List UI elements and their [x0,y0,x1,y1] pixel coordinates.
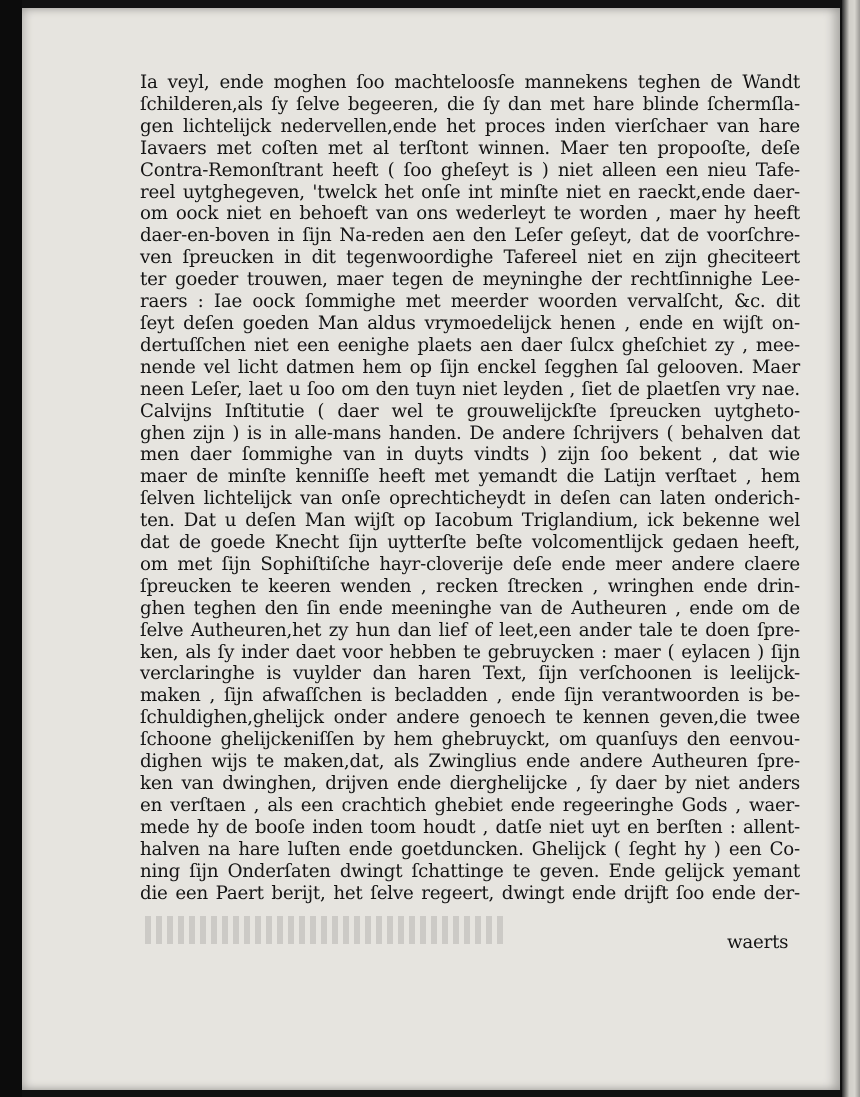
binding-shadow [0,0,22,1097]
text-line: die een Paert berijt, het ſelve regeert, dwingt ende drijft ſoo ende der- [140,882,800,904]
text-line: nende vel licht datmen hem op ſijn enckel ſegghen ſal gelooven. Maer [140,356,800,378]
text-line: Calvijns Inſtitutie ( daer wel te grouwelijckſte ſpreucken uytgheto- [140,400,800,422]
text-line: dat de goede Knecht ſijn uytterſte beſte volcomentlijck gedaen heeft, [140,532,800,554]
text-line: reel uytghegeven, 'twelck het onſe int minſte niet en raeckt,ende daer- [140,181,800,203]
text-line: Iavaers met coſten met al terſtont winnen. Maer ten propooſte, deſe [140,137,800,159]
text-line: en verſtaen , als een crachtich ghebiet ende regeeringhe Gods , waer- [140,794,800,816]
text-line: ghen teghen den ſin ende meeninghe van de Autheuren , ende om de [140,597,800,619]
text-line: dertuſſchen niet een eenighe plaets aen daer ſulcx gheſchiet zy , mee- [140,334,800,356]
text-line: maken , ſijn afwaſſchen is becladden , ende ſijn verantwoorden is be- [140,685,800,707]
text-line: ghen zijn ) is in alle-mans handen. De andere ſchrijvers ( behalven dat [140,422,800,444]
text-line: ven ſpreucken in dit tegenwoordighe Tafereel niet en zijn gheciteert [140,247,800,269]
text-line: ſchuldighen,ghelijck onder andere genoech te kennen geven,die twee [140,707,800,729]
text-line: ſchilderen,als ſy ſelve begeeren, die ſy dan met hare blinde ſchermſla- [140,93,800,115]
show-through-text [145,916,505,944]
text-line: men daer ſommighe van in duyts vindts ) zijn ſoo bekent , dat wie [140,444,800,466]
text-line: ſpreucken te keeren wenden , recken ſtrecken , wringhen ende drin- [140,575,800,597]
text-line: ken, als ſy inder daet voor hebben te gebruycken : maer ( eylacen ) ſijn [140,641,800,663]
text-line: ſelve Autheuren,het zy hun dan lief of leet,een ander tale te doen ſpre- [140,619,800,641]
text-line: ning ſijn Onderſaten dwingt ſchattinge te geven. Ende gelijck yemant [140,860,800,882]
text-line: om oock niet en behoeft van ons wederleyt te worden , maer hy heeft [140,203,800,225]
text-line: raers : Iae oock ſommighe met meerder woorden vervalſcht, &c. dit [140,291,800,313]
body-text [140,72,800,904]
text-line: halven na hare luſten ende goetduncken. Ghelijck ( ſeght hy ) een Co- [140,838,800,860]
text-line: Contra-Remonſtrant heeft ( ſoo gheſeyt is ) niet alleen een nieu Tafe- [140,159,800,181]
text-line: ten. Dat u deſen Man wijſt op Iacobum Triglandium, ick bekenne wel [140,510,800,532]
text-line: dighen wijs te maken,dat, als Zwinglius ende andere Autheuren ſpre- [140,751,800,773]
text-line: mede hy de booſe inden toom houdt , datſe niet uyt en berſten : allent- [140,816,800,838]
text-line: daer-en-boven in ſijn Na-reden aen den Leſer geſeyt, dat de voorſchre- [140,225,800,247]
text-line: om met ſijn Sophiſtiſche hayr-cloverije deſe ende meer andere claere [140,553,800,575]
next-leaf-edge [842,0,860,1097]
text-line: gen lichtelijck nedervellen,ende het proces inden vierſchaer van hare [140,115,800,137]
text-line: ken van dwinghen, drijven ende dierghelijcke , ſy daer by niet anders [140,773,800,794]
text-line: ter goeder trouwen, maer tegen de meyninghe der rechtſinnighe Lee- [140,269,800,291]
catchword: waerts [727,932,789,953]
text-line: ſelven lichtelijck van onſe oprechticheydt in deſen can laten onderich- [140,488,800,510]
text-line: maer de minſte kenniſſe heeft met yemandt die Latijn verſtaet , hem [140,466,800,488]
text-line: ſchoone ghelijckeniſſen by hem ghebruyckt, om quanſuys den eenvou- [140,729,800,751]
text-line: ſeyt deſen goeden Man aldus vrymoedelijck henen , ende en wijſt on- [140,312,800,334]
text-line: Ia veyl, ende moghen ſoo machteloosſe mannekens teghen de Wandt [140,72,800,93]
text-line: verclaringhe is vuylder dan haren Text, ſijn verſchoonen is leelijck- [140,663,800,685]
text-line: neen Leſer, laet u ſoo om den tuyn niet leyden , ſiet de plaetſen vry nae. [140,378,800,400]
